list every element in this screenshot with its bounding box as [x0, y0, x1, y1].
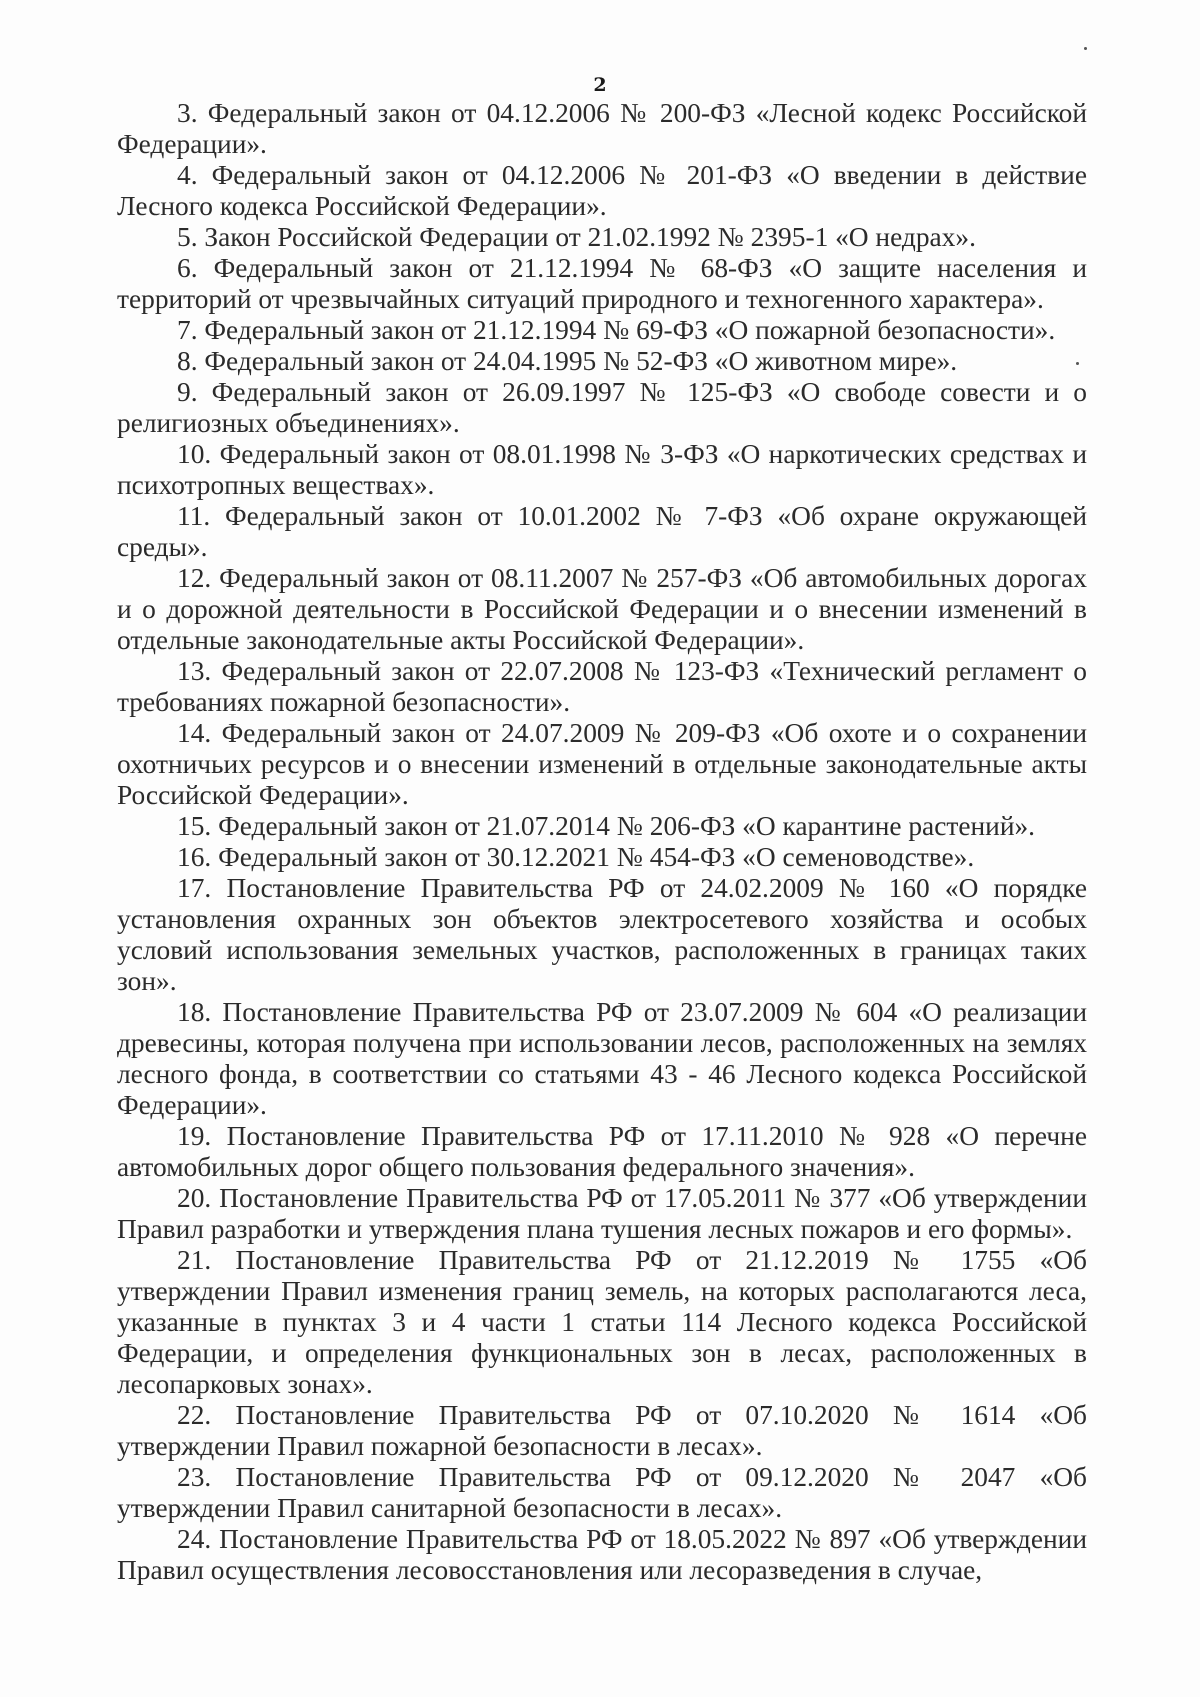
list-item: 10. Федеральный закон от 08.01.1998 № 3-ФЗ «О наркотических средствах и психотропных веществах».	[117, 439, 1087, 500]
list-item: 14. Федеральный закон от 24.07.2009 № 209-ФЗ «Об охоте и о сохранении охотничьих ресурсов и о внесении изменений в отдельные законодательные акты Российской Федерации».	[117, 718, 1087, 810]
list-item: 4. Федеральный закон от 04.12.2006 № 201-ФЗ «О введении в действие Лесного кодекса Российской Федерации».	[117, 160, 1087, 221]
list-item: 19. Постановление Правительства РФ от 17.11.2010 № 928 «О перечне автомобильных дорог общего пользования федерального значения».	[117, 1121, 1087, 1182]
list-item: 17. Постановление Правительства РФ от 24.02.2009 № 160 «О порядке установления охранных зон объектов электросетевого хозяйства и особых условий использования земельных участков, расположенных в границах таких зон».	[117, 873, 1087, 996]
list-item: 13. Федеральный закон от 22.07.2008 № 123-ФЗ «Технический регламент о требованиях пожарной безопасности».	[117, 656, 1087, 717]
list-item: 16. Федеральный закон от 30.12.2021 № 454-ФЗ «О семеноводстве».	[177, 842, 975, 872]
scan-speck	[1084, 47, 1087, 50]
list-item: 3. Федеральный закон от 04.12.2006 № 200-ФЗ «Лесной кодекс Российской Федерации».	[117, 98, 1087, 159]
page-number: 2	[593, 74, 607, 96]
list-item: 12. Федеральный закон от 08.11.2007 № 257-ФЗ «Об автомобильных дорогах и о дорожной деятельности в Российской Федерации и о внесении изменений в отдельные законодательные акты Российской Федерации».	[117, 563, 1087, 655]
list-item: 24. Постановление Правительства РФ от 18.05.2022 № 897 «Об утверждении Правил осуществления лесовосстановления или лесоразведения в случае,	[117, 1524, 1087, 1585]
scan-speck	[1076, 362, 1079, 365]
list-item: 5. Закон Российской Федерации от 21.02.1992 № 2395-1 «О недрах».	[177, 222, 976, 252]
list-item: 21. Постановление Правительства РФ от 21.12.2019 № 1755 «Об утверждении Правил изменения границ земель, на которых располагаются леса, указанные в пунктах 3 и 4 части 1 статьи 114 Лесного кодекса Российской Федерации, и определения функциональных зон в лесах, расположенных в лесопарковых зонах».	[117, 1245, 1087, 1399]
list-item: 8. Федеральный закон от 24.04.1995 № 52-ФЗ «О животном мире».	[177, 346, 958, 376]
document-body	[117, 98, 1087, 1586]
list-item: 15. Федеральный закон от 21.07.2014 № 206-ФЗ «О карантине растений».	[177, 811, 1036, 841]
list-item: 9. Федеральный закон от 26.09.1997 № 125-ФЗ «О свободе совести и о религиозных объединениях».	[117, 377, 1087, 438]
list-item: 23. Постановление Правительства РФ от 09.12.2020 № 2047 «Об утверждении Правил санитарной безопасности в лесах».	[117, 1462, 1087, 1523]
list-item: 11. Федеральный закон от 10.01.2002 № 7-ФЗ «Об охране окружающей среды».	[117, 501, 1087, 562]
list-item: 7. Федеральный закон от 21.12.1994 № 69-ФЗ «О пожарной безопасности».	[177, 315, 1056, 345]
list-item: 22. Постановление Правительства РФ от 07.10.2020 № 1614 «Об утверждении Правил пожарной безопасности в лесах».	[117, 1400, 1087, 1461]
list-item: 20. Постановление Правительства РФ от 17.05.2011 № 377 «Об утверждении Правил разработки и утверждения плана тушения лесных пожаров и его формы».	[117, 1183, 1087, 1244]
list-item: 6. Федеральный закон от 21.12.1994 № 68-ФЗ «О защите населения и территорий от чрезвычайных ситуаций природного и техногенного характера».	[117, 253, 1087, 314]
list-item: 18. Постановление Правительства РФ от 23.07.2009 № 604 «О реализации древесины, которая получена при использовании лесов, расположенных на землях лесного фонда, в соответствии со статьями 43 - 46 Лесного кодекса Российской Федерации».	[117, 997, 1087, 1120]
